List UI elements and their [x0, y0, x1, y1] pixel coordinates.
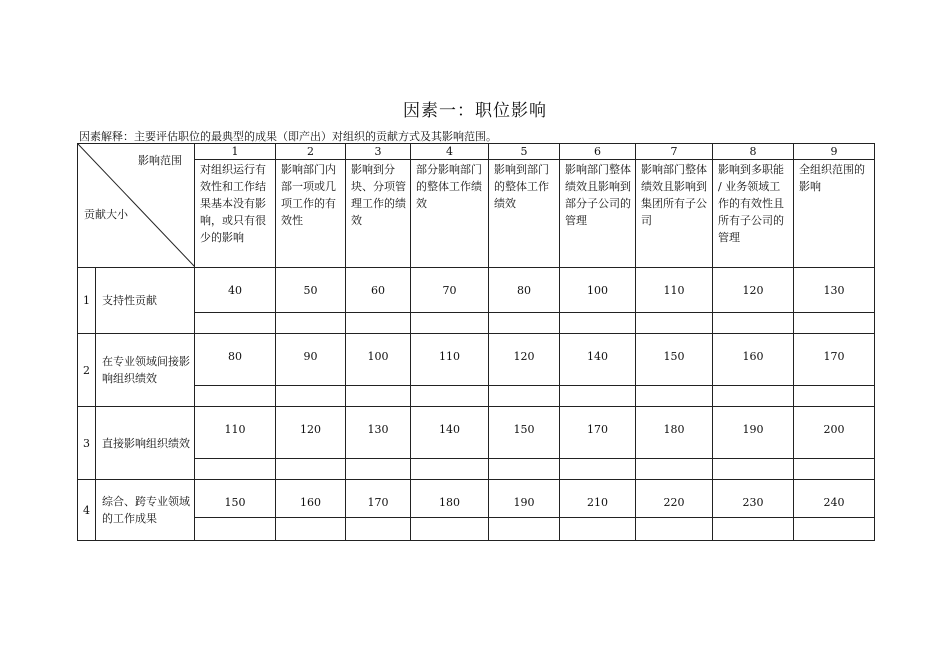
score-cell: 170 [794, 334, 875, 386]
score-cell: 120 [713, 268, 794, 313]
table-row-blank [78, 518, 875, 541]
column-description: 全组织范围的影响 [794, 160, 875, 268]
blank-cell [636, 459, 713, 480]
score-cell: 150 [489, 407, 560, 459]
blank-cell [346, 386, 411, 407]
corner-header-cell [78, 144, 195, 268]
column-number: 7 [636, 144, 713, 160]
blank-cell [411, 459, 489, 480]
blank-cell [276, 313, 346, 334]
score-cell: 190 [713, 407, 794, 459]
score-cell: 80 [195, 334, 276, 386]
score-cell: 170 [560, 407, 636, 459]
blank-cell [411, 386, 489, 407]
blank-cell [489, 386, 560, 407]
score-cell: 120 [276, 407, 346, 459]
score-cell: 100 [346, 334, 411, 386]
score-cell: 190 [489, 480, 560, 518]
blank-cell [794, 518, 875, 541]
column-description: 影响到多职能 / 业务领域工作的有效性且所有子公司的管理 [713, 160, 794, 268]
column-number: 3 [346, 144, 411, 160]
score-cell: 100 [560, 268, 636, 313]
score-cell: 110 [411, 334, 489, 386]
score-cell: 180 [411, 480, 489, 518]
blank-cell [276, 459, 346, 480]
row-label: 支持性贡献 [96, 268, 195, 334]
row-label: 综合、跨专业领域的工作成果 [96, 480, 195, 541]
blank-cell [636, 313, 713, 334]
score-cell: 150 [636, 334, 713, 386]
table-row [78, 268, 875, 313]
blank-cell [346, 313, 411, 334]
page-title: 因素一：职位影响 [403, 101, 547, 121]
column-number: 5 [489, 144, 560, 160]
blank-cell [560, 518, 636, 541]
score-cell: 240 [794, 480, 875, 518]
blank-cell [276, 386, 346, 407]
table-row [78, 480, 875, 518]
score-cell: 90 [276, 334, 346, 386]
blank-cell [346, 459, 411, 480]
table-row [78, 334, 875, 386]
column-number: 4 [411, 144, 489, 160]
blank-cell [489, 313, 560, 334]
score-cell: 70 [411, 268, 489, 313]
score-cell: 80 [489, 268, 560, 313]
score-cell: 140 [560, 334, 636, 386]
score-cell: 50 [276, 268, 346, 313]
blank-cell [489, 518, 560, 541]
row-label: 在专业领域间接影响组织绩效 [96, 334, 195, 407]
blank-cell [276, 518, 346, 541]
blank-cell [713, 313, 794, 334]
column-number: 1 [195, 144, 276, 160]
blank-cell [560, 459, 636, 480]
row-index: 4 [78, 480, 96, 541]
blank-cell [411, 518, 489, 541]
column-description: 影响部门整体绩效且影响到部分子公司的管理 [560, 160, 636, 268]
factor-explanation: 因素解释：主要评估职位的最典型的成果（即产出）对组织的贡献方式及其影响范围。 [79, 130, 497, 143]
row-label: 直接影响组织绩效 [96, 407, 195, 480]
blank-cell [195, 386, 276, 407]
score-cell: 110 [195, 407, 276, 459]
blank-cell [713, 518, 794, 541]
blank-cell [346, 518, 411, 541]
table-row-blank [78, 313, 875, 334]
score-cell: 140 [411, 407, 489, 459]
blank-cell [794, 386, 875, 407]
column-description: 影响部门内部一项或几项工作的有效性 [276, 160, 346, 268]
header-number-row [78, 144, 875, 160]
column-description: 对组织运行有效性和工作结果基本没有影响，或只有很少的影响 [195, 160, 276, 268]
blank-cell [713, 386, 794, 407]
blank-cell [195, 313, 276, 334]
score-cell: 40 [195, 268, 276, 313]
score-cell: 150 [195, 480, 276, 518]
header-description-row [78, 160, 875, 268]
column-description: 影响到部门的整体工作绩效 [489, 160, 560, 268]
blank-cell [713, 459, 794, 480]
blank-cell [195, 459, 276, 480]
score-cell: 60 [346, 268, 411, 313]
score-cell: 130 [794, 268, 875, 313]
score-cell: 120 [489, 334, 560, 386]
column-number: 6 [560, 144, 636, 160]
blank-cell [636, 518, 713, 541]
factor-table [77, 143, 875, 541]
blank-cell [794, 313, 875, 334]
table-row-blank [78, 459, 875, 480]
column-number: 8 [713, 144, 794, 160]
table-row-blank [78, 386, 875, 407]
score-cell: 180 [636, 407, 713, 459]
row-index: 3 [78, 407, 96, 480]
blank-cell [489, 459, 560, 480]
blank-cell [195, 518, 276, 541]
score-cell: 220 [636, 480, 713, 518]
column-number: 9 [794, 144, 875, 160]
score-cell: 170 [346, 480, 411, 518]
column-description: 影响到分块、分项管理工作的绩效 [346, 160, 411, 268]
score-cell: 200 [794, 407, 875, 459]
blank-cell [411, 313, 489, 334]
contribution-size-label: 贡献大小 [84, 208, 128, 221]
row-index: 2 [78, 334, 96, 407]
column-description: 部分影响部门的整体工作绩效 [411, 160, 489, 268]
column-number: 2 [276, 144, 346, 160]
row-index: 1 [78, 268, 96, 334]
score-cell: 210 [560, 480, 636, 518]
table-row [78, 407, 875, 459]
score-cell: 160 [276, 480, 346, 518]
score-cell: 230 [713, 480, 794, 518]
column-description: 影响部门整体绩效且影响到集团所有子公司 [636, 160, 713, 268]
blank-cell [794, 459, 875, 480]
score-cell: 110 [636, 268, 713, 313]
score-cell: 160 [713, 334, 794, 386]
blank-cell [560, 313, 636, 334]
score-cell: 130 [346, 407, 411, 459]
influence-scope-label: 影响范围 [138, 154, 182, 167]
blank-cell [636, 386, 713, 407]
blank-cell [560, 386, 636, 407]
